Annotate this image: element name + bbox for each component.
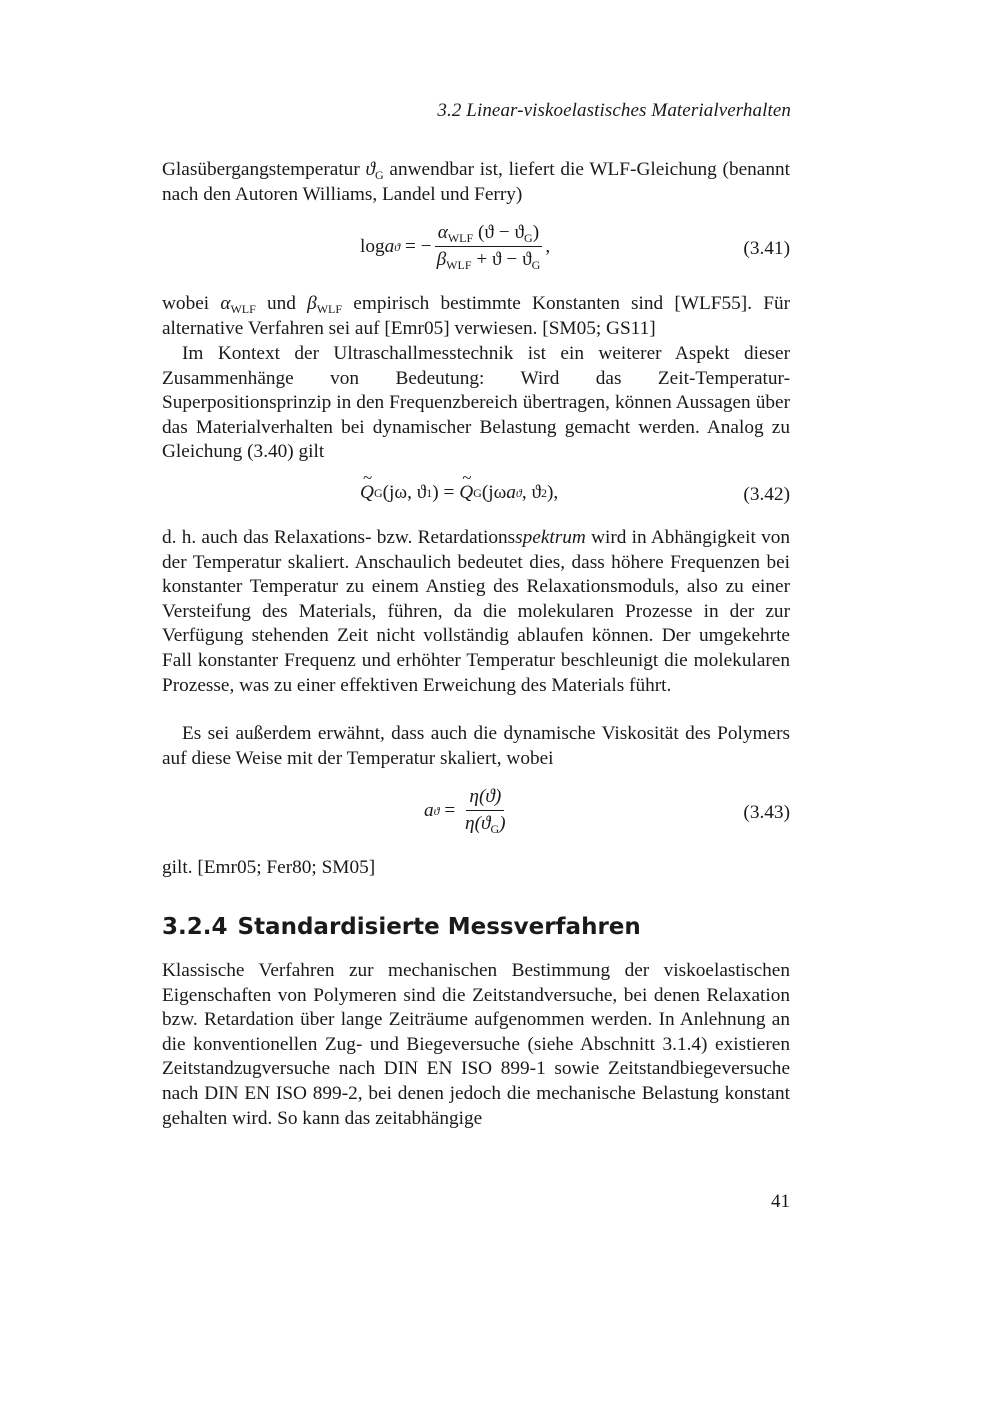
running-header: 3.2 Linear-viskoelastisches Materialverhalten	[437, 100, 791, 121]
equation-body: a ϑ = $\frac{\eta(ϑ)}{\eta(ϑ_G)}$	[424, 786, 511, 835]
comma: ,	[545, 235, 551, 257]
equation-number: (3.42)	[743, 484, 790, 505]
equation-3-42	[162, 474, 790, 534]
equals-minus: = −	[400, 235, 432, 257]
paragraph-standard-methods: Klassische Verfahren zur mechanischen Bestimmung der viskoelastischen Eigenschaften von Polymeren sind die Zeitstandversuche, bei denen Relaxation bzw. Retardation über lange Zeiträume aufgenommen werden. In Anlehnung an die konventionellen Zug- und Biegeversuche (siehe Abschnitt 3.1.4) existieren Zeitstandzugversuche nach DIN EN ISO 899-1 sowie Zeitstandbiegeversuche nach DIN EN ISO 899-2, bei denen jedoch die mechanische Belastung konstant gehalten wird. So kann das zeitabhängige	[162, 960, 790, 1129]
paragraph-wlf-intro	[162, 158, 790, 207]
fraction-numerator: η(ϑ)	[466, 786, 504, 811]
math-alpha: α	[220, 293, 231, 314]
math-theta-g: $ϑ_G$	[365, 159, 384, 182]
math-beta: β	[307, 293, 317, 314]
fraction-wlf	[434, 222, 544, 271]
equation-number: (3.41)	[743, 238, 790, 259]
equation-3-43	[162, 782, 790, 842]
section-heading	[162, 914, 641, 940]
text-run: anwendbar ist, liefert die WLF-Gleichung (benannt nach den Autoren Williams, Landel und Ferry)	[162, 159, 790, 205]
paragraph-ultrasonic-context: Im Kontext der Ultraschallmesstechnik ist ein weiterer Aspekt dieser Zusammenhänge von Bedeutung: Wird das Zeit-Temperatur-Superpositionsprinzip in den Frequenzbereich übertragen, können Aussagen über das Materialverhalten bei dynamischer Belastung gemacht werden. Analog zu Gleichung (3.40) gilt	[162, 343, 790, 463]
log-label: log	[360, 235, 385, 257]
emphasis: spektrum	[515, 527, 586, 548]
equation-3-41	[162, 218, 790, 278]
page-number: 41	[771, 1191, 790, 1212]
var-a: a	[384, 235, 395, 257]
q-tilde: ~ Q	[360, 482, 374, 504]
equation-number: (3.43)	[743, 802, 790, 823]
fraction-denominator: $\beta_{WLF} + ϑ - ϑ_G$	[436, 249, 541, 272]
paragraph-wlf-constants: wobei $\alpha_{WLF}$ und $\beta_{WLF}$ empirisch bestimmte Konstanten sind [WLF55]. Für alternative Verfahren sei auf [Emr05] verwiesen. [SM05; GS11]	[162, 293, 791, 339]
subscript: WLF	[316, 302, 343, 316]
fraction-numerator: $\alpha_{WLF}$ $(ϑ - ϑ_G)$	[435, 222, 542, 247]
q-tilde: ~ Q	[459, 482, 473, 504]
text-run: Glasübergangstemperatur	[162, 159, 366, 180]
fraction-viscosity	[462, 786, 509, 835]
subscript: G	[374, 168, 384, 182]
section-number: 3.2.4	[162, 914, 228, 940]
subscript: WLF	[230, 302, 256, 316]
equation-body: ~ Q G (jω, ϑ 1 ) = ~ Q G (jω a ϑ , ϑ 2 ),	[360, 482, 558, 504]
section-title: Standardisierte Messverfahren	[237, 914, 641, 940]
fraction-denominator: $\eta(ϑ_G)$	[465, 813, 506, 836]
equation-body: log a ϑ = − $\frac{\alpha_{WLF} (ϑ - ϑ_G)}{\beta_{WLF} + ϑ - ϑ_G}$ ,	[360, 222, 551, 272]
paragraph-citation: gilt. [Emr05; Fer80; SM05]	[162, 857, 376, 878]
paragraph-spectrum-scaling: d. h. auch das Relaxations- bzw. Retardationsspektrum wird in Abhängigkeit von der Temperatur skaliert. Anschaulich bedeutet dies, dass höhere Frequenzen bei konstanter Temperatur zu einem Anstieg des Relaxationsmoduls, also zu einer Versteifung des Materials, führen, da die molekularen Prozesse in der zur Verfügung stehenden Zeit nicht vollständig ablaufen können. Der umgekehrte Fall konstanter Frequenz und erhöhter Temperatur beschleunigt die molekularen Prozesse, was zu einer effektiven Erweichung des Materials führt.	[162, 527, 790, 696]
paragraph-viscosity: Es sei außerdem erwähnt, dass auch die dynamische Viskosität des Polymers auf diese Weise mit der Temperatur skaliert, wobei	[162, 723, 790, 769]
